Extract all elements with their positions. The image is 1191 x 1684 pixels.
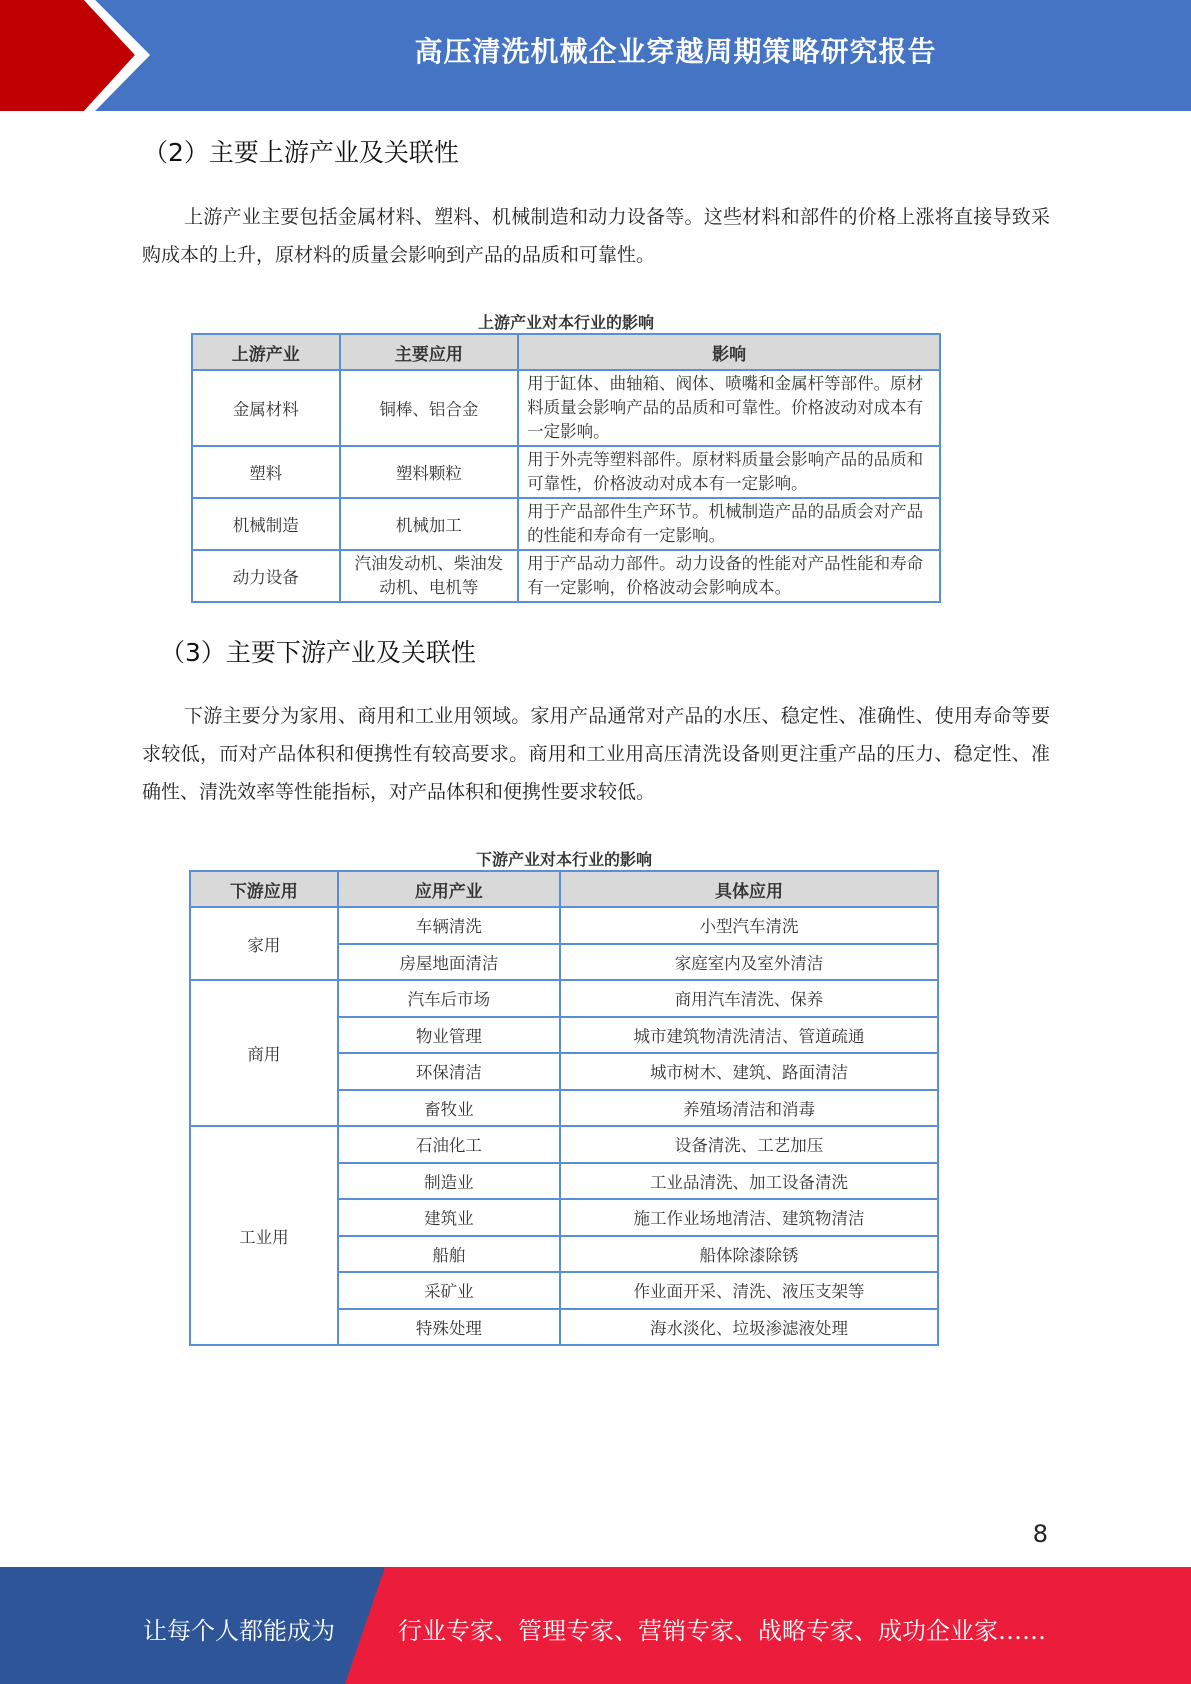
industry-cell: 房屋地面清洁 bbox=[338, 944, 560, 981]
industry-cell: 特殊处理 bbox=[338, 1309, 560, 1346]
industry-cell: 畜牧业 bbox=[338, 1090, 560, 1127]
use-cell: 家庭室内及室外清洁 bbox=[560, 944, 938, 981]
column-header: 应用产业 bbox=[338, 871, 560, 907]
header-arrow-decoration bbox=[0, 0, 170, 111]
table-row bbox=[190, 980, 938, 1017]
use-cell: 海水淡化、垃圾渗滤液处理 bbox=[560, 1309, 938, 1346]
table-header-row bbox=[192, 334, 940, 370]
industry-cell: 动力设备 bbox=[192, 550, 340, 602]
industry-cell: 建筑业 bbox=[338, 1199, 560, 1236]
use-cell: 商用汽车清洗、保养 bbox=[560, 980, 938, 1017]
application-cell: 机械加工 bbox=[340, 498, 519, 550]
use-cell: 设备清洗、工艺加压 bbox=[560, 1126, 938, 1163]
page-header bbox=[0, 0, 1191, 111]
industry-cell: 塑料 bbox=[192, 446, 340, 498]
upstream-table bbox=[191, 333, 941, 603]
use-cell: 小型汽车清洗 bbox=[560, 907, 938, 944]
table-row bbox=[190, 907, 938, 944]
table-row bbox=[192, 498, 940, 550]
section-2-paragraph: 上游产业主要包括金属材料、塑料、机械制造和动力设备等。这些材料和部件的价格上涨将直接导致采购成本的上升，原材料的质量会影响到产品的品质和可靠性。 bbox=[142, 206, 1050, 266]
impact-cell: 用于缸体、曲轴箱、阀体、喷嘴和金属杆等部件。原材料质量会影响产品的品质和可靠性。价格波动对成本有一定影响。 bbox=[518, 370, 940, 446]
footer-slogan-right: 行业专家、管理专家、营销专家、战略专家、成功企业家…… bbox=[398, 1617, 1046, 1645]
impact-cell: 用于外壳等塑料部件。原材料质量会影响产品的品质和可靠性，价格波动对成本有一定影响。 bbox=[518, 446, 940, 498]
group-cell: 工业用 bbox=[190, 1126, 338, 1345]
footer-slogan-left: 让每个人都能成为 bbox=[143, 1617, 335, 1645]
upstream-table-caption: 上游产业对本行业的影响 bbox=[477, 313, 654, 332]
industry-cell: 机械制造 bbox=[192, 498, 340, 550]
section-2-heading: （2）主要上游产业及关联性 bbox=[143, 138, 459, 167]
table-header-row bbox=[190, 871, 938, 907]
section-3-heading: （3）主要下游产业及关联性 bbox=[160, 638, 476, 667]
table-row bbox=[192, 370, 940, 446]
application-cell: 塑料颗粒 bbox=[340, 446, 519, 498]
industry-cell: 采矿业 bbox=[338, 1272, 560, 1309]
industry-cell: 金属材料 bbox=[192, 370, 340, 446]
use-cell: 船体除漆除锈 bbox=[560, 1236, 938, 1273]
impact-cell: 用于产品部件生产环节。机械制造产品的品质会对产品的性能和寿命有一定影响。 bbox=[518, 498, 940, 550]
group-cell: 商用 bbox=[190, 980, 338, 1126]
application-cell: 汽油发动机、柴油发动机、电机等 bbox=[340, 550, 519, 602]
use-cell: 施工作业场地清洁、建筑物清洁 bbox=[560, 1199, 938, 1236]
group-cell: 家用 bbox=[190, 907, 338, 980]
industry-cell: 石油化工 bbox=[338, 1126, 560, 1163]
use-cell: 作业面开采、清洗、液压支架等 bbox=[560, 1272, 938, 1309]
use-cell: 养殖场清洁和消毒 bbox=[560, 1090, 938, 1127]
section-3-paragraph: 下游主要分为家用、商用和工业用领域。家用产品通常对产品的水压、稳定性、准确性、使用寿命等要求较低，而对产品体积和便携性有较高要求。商用和工业用高压清洗设备则更注重产品的压力、稳定性、准确性、清洗效率等性能指标，对产品体积和便携性要求较低。 bbox=[142, 705, 1050, 803]
impact-cell: 用于产品动力部件。动力设备的性能对产品性能和寿命有一定影响，价格波动会影响成本。 bbox=[518, 550, 940, 602]
column-header: 上游产业 bbox=[192, 334, 340, 370]
column-header: 具体应用 bbox=[560, 871, 938, 907]
page-number: 8 bbox=[1032, 1520, 1048, 1548]
industry-cell: 汽车后市场 bbox=[338, 980, 560, 1017]
use-cell: 城市建筑物清洗清洁、管道疏通 bbox=[560, 1017, 938, 1054]
table-row bbox=[192, 550, 940, 602]
column-header: 影响 bbox=[518, 334, 940, 370]
industry-cell: 车辆清洗 bbox=[338, 907, 560, 944]
table-row bbox=[190, 1126, 938, 1163]
downstream-table-caption: 下游产业对本行业的影响 bbox=[475, 850, 652, 869]
downstream-table bbox=[189, 870, 939, 1346]
application-cell: 铜棒、铝合金 bbox=[340, 370, 519, 446]
table-row bbox=[192, 446, 940, 498]
page-footer bbox=[0, 1567, 1191, 1684]
report-title: 高压清洗机械企业穿越周期策略研究报告 bbox=[414, 35, 937, 68]
industry-cell: 制造业 bbox=[338, 1163, 560, 1200]
industry-cell: 环保清洁 bbox=[338, 1053, 560, 1090]
use-cell: 城市树木、建筑、路面清洁 bbox=[560, 1053, 938, 1090]
industry-cell: 物业管理 bbox=[338, 1017, 560, 1054]
column-header: 主要应用 bbox=[340, 334, 519, 370]
column-header: 下游应用 bbox=[190, 871, 338, 907]
industry-cell: 船舶 bbox=[338, 1236, 560, 1273]
use-cell: 工业品清洗、加工设备清洗 bbox=[560, 1163, 938, 1200]
